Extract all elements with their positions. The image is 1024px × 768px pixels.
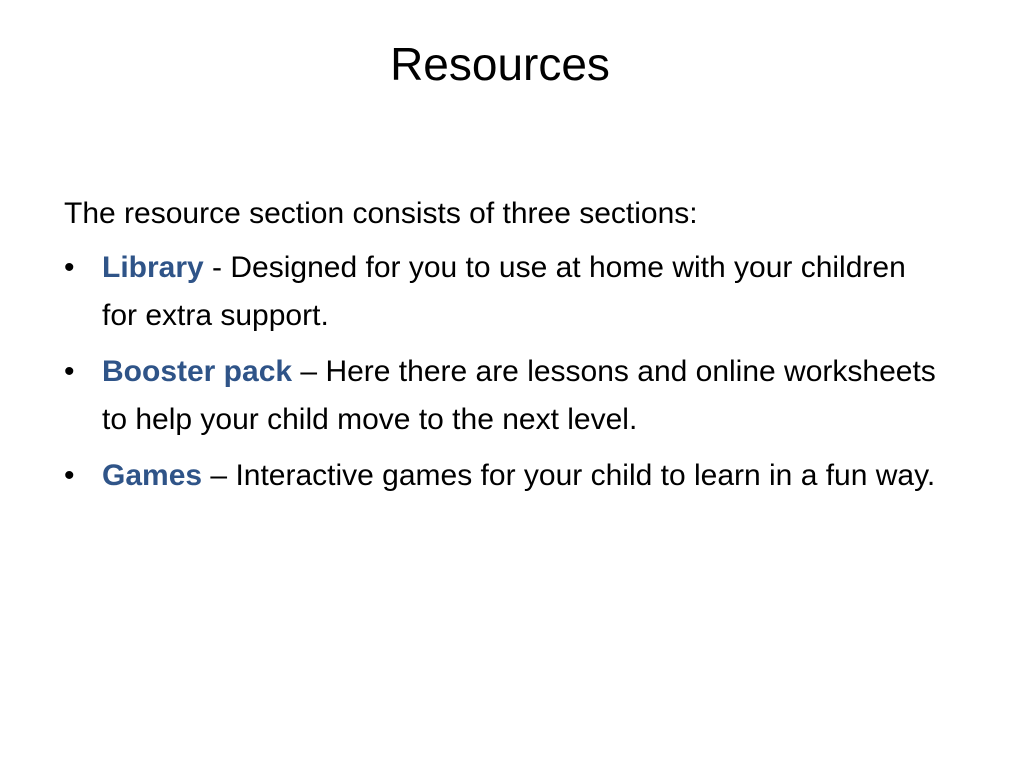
slide-title: Resources [390,38,610,90]
bullet-icon: • [64,459,75,492]
term-library: Library [102,251,204,284]
term-games: Games [102,459,203,492]
description-library: Designed for you to use at home with your children for extra support. [102,251,906,332]
list-item-booster-pack [64,348,944,444]
list-item-library [64,244,944,340]
separator: – [292,355,326,388]
description-games: Interactive games for your child to learn in a fun way. [235,459,936,492]
bullet-icon: • [64,355,75,388]
separator: – [202,459,236,492]
intro-text: The resource section consists of three sections: [64,197,698,230]
resource-list [64,244,944,500]
slide-body [64,190,944,508]
description-booster-pack: Here there are lessons and online worksheets to help your child move to the next level. [102,355,936,436]
list-item-games [64,452,944,500]
bullet-icon: • [64,251,75,284]
separator: - [203,251,231,284]
term-booster-pack: Booster pack [102,355,293,388]
